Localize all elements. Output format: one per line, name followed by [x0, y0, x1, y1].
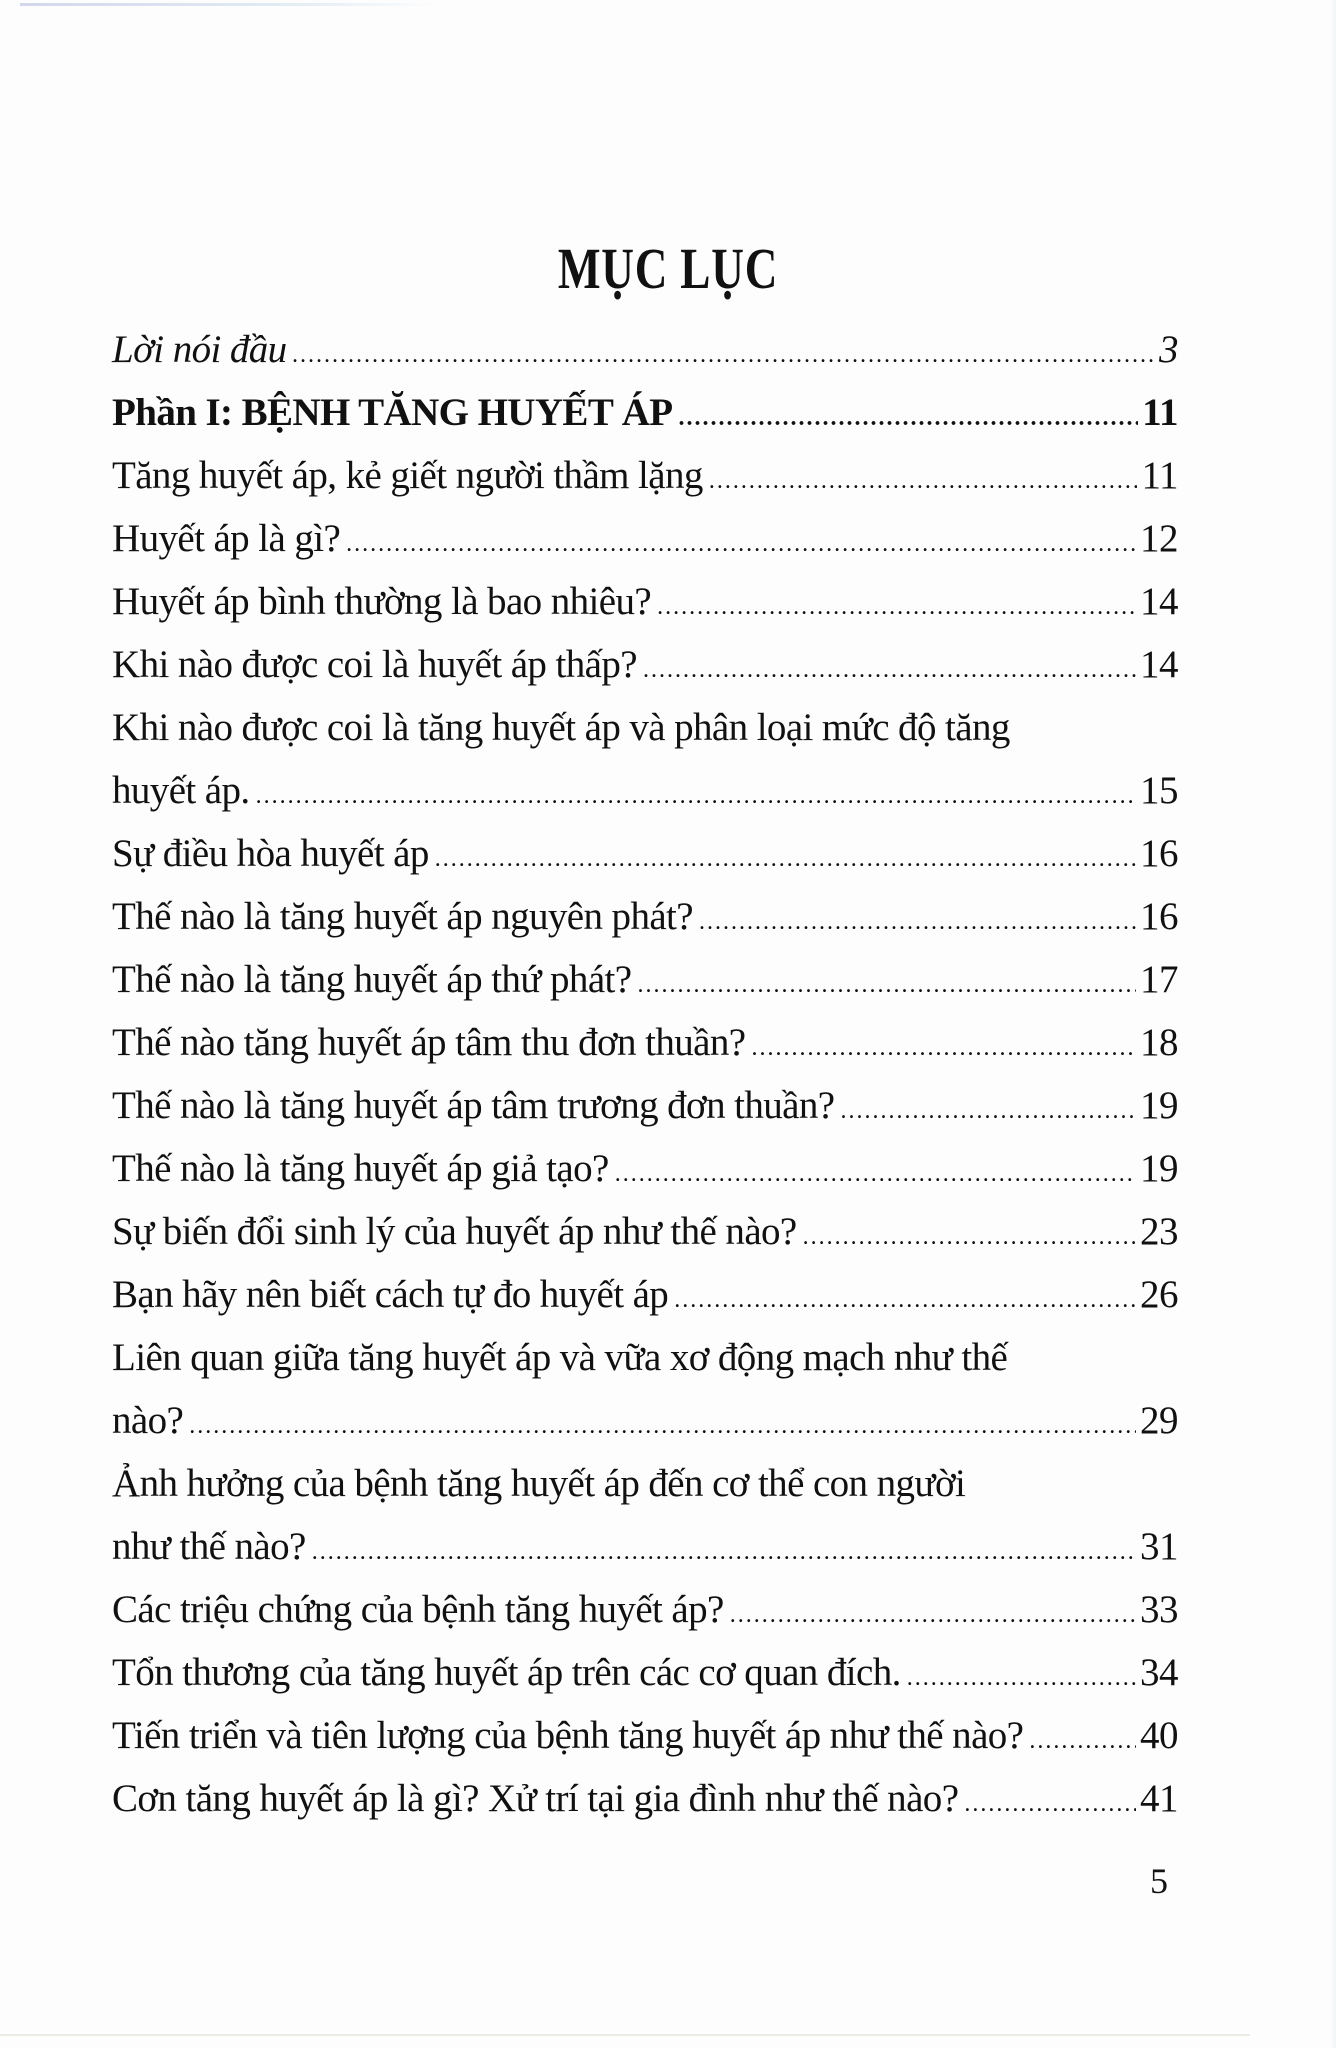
toc-entry: [112, 381, 1178, 444]
toc-entry: [112, 1704, 1178, 1767]
toc-entry-page: 23: [1140, 1210, 1178, 1253]
toc-entry-page: 11: [1142, 391, 1178, 434]
toc-entry-row: [112, 948, 1178, 1011]
page-title: MỤC LỤC: [557, 235, 779, 301]
dot-leader: [346, 513, 1136, 576]
toc-entry-title: Các triệu chứng của bệnh tăng huyết áp?: [112, 1588, 724, 1631]
dot-leader: [637, 954, 1136, 1017]
toc-entry: [112, 318, 1178, 381]
toc-entry-text-line: Khi nào được coi là tăng huyết áp và phân loại mức độ tăng: [112, 706, 1010, 749]
dot-leader: [840, 1080, 1136, 1143]
toc-entry: [112, 1452, 1178, 1578]
toc-entry-title: Huyết áp là gì?: [112, 517, 341, 560]
toc-entry-page: 40: [1140, 1714, 1178, 1757]
toc-entry-title: Khi nào được coi là huyết áp thấp?: [112, 643, 637, 686]
dot-leader: [730, 1584, 1136, 1647]
toc-entry-page: 3: [1159, 328, 1178, 371]
toc-entry-row: [112, 1137, 1178, 1200]
toc-entry-row: [112, 507, 1178, 570]
toc-entry-title: Sự điều hòa huyết áp: [112, 832, 429, 875]
toc-entry: [112, 696, 1178, 822]
toc-entry-row: [112, 318, 1178, 381]
toc-entry: [112, 1263, 1178, 1326]
dot-leader: [751, 1017, 1136, 1080]
dot-leader: [709, 450, 1138, 513]
toc-entry-title: Thế nào tăng huyết áp tâm thu đơn thuần?: [112, 1021, 746, 1064]
toc-entry-row: [112, 1704, 1178, 1767]
toc-entry-row: [112, 1515, 1178, 1578]
dot-leader: [657, 576, 1136, 639]
toc-entry-text-line: Liên quan giữa tăng huyết áp và vữa xơ động mạch như thế: [112, 1336, 1008, 1379]
toc-entry-page: 16: [1140, 832, 1178, 875]
toc-entry-page: 11: [1141, 454, 1178, 497]
toc-entry-title: Tổn thương của tăng huyết áp trên các cơ quan đích.: [112, 1651, 901, 1694]
toc-entry: [112, 633, 1178, 696]
toc-entry-row: [112, 1200, 1178, 1263]
toc-entry-page: 14: [1140, 580, 1178, 623]
toc-entry: [112, 1326, 1178, 1452]
toc-entry-page: 15: [1140, 769, 1178, 812]
dot-leader: [312, 1521, 1136, 1584]
toc-entry-title: Sự biến đổi sinh lý của huyết áp như thế nào?: [112, 1210, 797, 1253]
toc-entry-row: [112, 1389, 1178, 1452]
dot-leader: [679, 387, 1139, 450]
toc-entry-row: [112, 1578, 1178, 1641]
dot-leader: [699, 891, 1136, 954]
toc-entry-row: [112, 1767, 1178, 1830]
dot-leader: [964, 1773, 1136, 1836]
toc-entry: [112, 1137, 1178, 1200]
scan-edge-right: [1330, 0, 1336, 2048]
toc-entry-title: Lời nói đầu: [112, 328, 287, 371]
toc-entry-title: huyết áp.: [112, 769, 250, 812]
toc-entry-title: như thế nào?: [112, 1525, 306, 1568]
toc-entry-page: 19: [1140, 1084, 1178, 1127]
toc-entry-row: [112, 1074, 1178, 1137]
toc-entry: [112, 570, 1178, 633]
dot-leader: [643, 639, 1136, 702]
toc-entry-row: [112, 885, 1178, 948]
toc-entry-row: [112, 444, 1178, 507]
toc-entry-title: Bạn hãy nên biết cách tự đo huyết áp: [112, 1273, 669, 1316]
toc-entry-row: [112, 570, 1178, 633]
toc-entry-title: Huyết áp bình thường là bao nhiêu?: [112, 580, 652, 623]
toc-entry: [112, 444, 1178, 507]
toc-entry-row: [112, 759, 1178, 822]
toc-entry-page: 16: [1140, 895, 1178, 938]
toc-entry: [112, 507, 1178, 570]
toc-entry-page: 26: [1140, 1273, 1178, 1316]
scan-edge-bottom: [0, 2034, 1250, 2036]
toc-entry-row: [112, 381, 1178, 444]
toc-entry: [112, 885, 1178, 948]
toc-entry: [112, 948, 1178, 1011]
dot-leader: [293, 324, 1155, 387]
toc-entry-title: Thế nào là tăng huyết áp nguyên phát?: [112, 895, 694, 938]
toc-entry-row: [112, 1641, 1178, 1704]
toc-entry-title: Thế nào là tăng huyết áp thứ phát?: [112, 958, 632, 1001]
toc-entry-title: Tăng huyết áp, kẻ giết người thầm lặng: [112, 454, 703, 497]
toc-entry-title: Tiến triển và tiên lượng của bệnh tăng huyết áp như thế nào?: [112, 1714, 1024, 1757]
toc-entry-title: Phần I: BỆNH TĂNG HUYẾT ÁP: [112, 391, 673, 434]
toc-entry: [112, 822, 1178, 885]
toc-entry-page: 19: [1140, 1147, 1178, 1190]
dot-leader: [615, 1143, 1136, 1206]
toc-entry-row: [112, 633, 1178, 696]
toc-entry-title: Thế nào là tăng huyết áp giả tạo?: [112, 1147, 609, 1190]
toc-entry-title: Cơn tăng huyết áp là gì? Xử trí tại gia đình như thế nào?: [112, 1777, 959, 1820]
toc-entry-page: 33: [1140, 1588, 1178, 1631]
toc-entry-page: 41: [1140, 1777, 1178, 1820]
toc-entry: [112, 1641, 1178, 1704]
toc-entry-row: [112, 822, 1178, 885]
dot-leader: [435, 828, 1136, 891]
page-number: 5: [1150, 1861, 1168, 1901]
toc-entry: [112, 1200, 1178, 1263]
scan-edge-top: [20, 3, 440, 6]
toc-entry: [112, 1578, 1178, 1641]
dot-leader: [1029, 1710, 1136, 1773]
toc-entry: [112, 1011, 1178, 1074]
toc-entry-page: 12: [1140, 517, 1178, 560]
toc-entry-row: [112, 1263, 1178, 1326]
toc-entry-row: [112, 1011, 1178, 1074]
dot-leader: [674, 1269, 1136, 1332]
dot-leader: [907, 1647, 1136, 1710]
toc-entry-title: nào?: [112, 1399, 184, 1442]
toc-entry: [112, 1767, 1178, 1830]
toc-entry-page: 18: [1140, 1021, 1178, 1064]
table-of-contents: [112, 318, 1178, 1830]
toc-entry-page: 29: [1140, 1399, 1178, 1442]
toc-entry-page: 17: [1140, 958, 1178, 1001]
dot-leader: [803, 1206, 1136, 1269]
toc-entry-page: 14: [1140, 643, 1178, 686]
toc-entry: [112, 1074, 1178, 1137]
toc-entry-page: 34: [1140, 1651, 1178, 1694]
dot-leader: [256, 765, 1136, 828]
dot-leader: [189, 1395, 1136, 1458]
toc-entry-text-line: Ảnh hưởng của bệnh tăng huyết áp đến cơ thể con người: [112, 1462, 966, 1505]
toc-entry-page: 31: [1140, 1525, 1178, 1568]
toc-entry-title: Thế nào là tăng huyết áp tâm trương đơn thuần?: [112, 1084, 835, 1127]
